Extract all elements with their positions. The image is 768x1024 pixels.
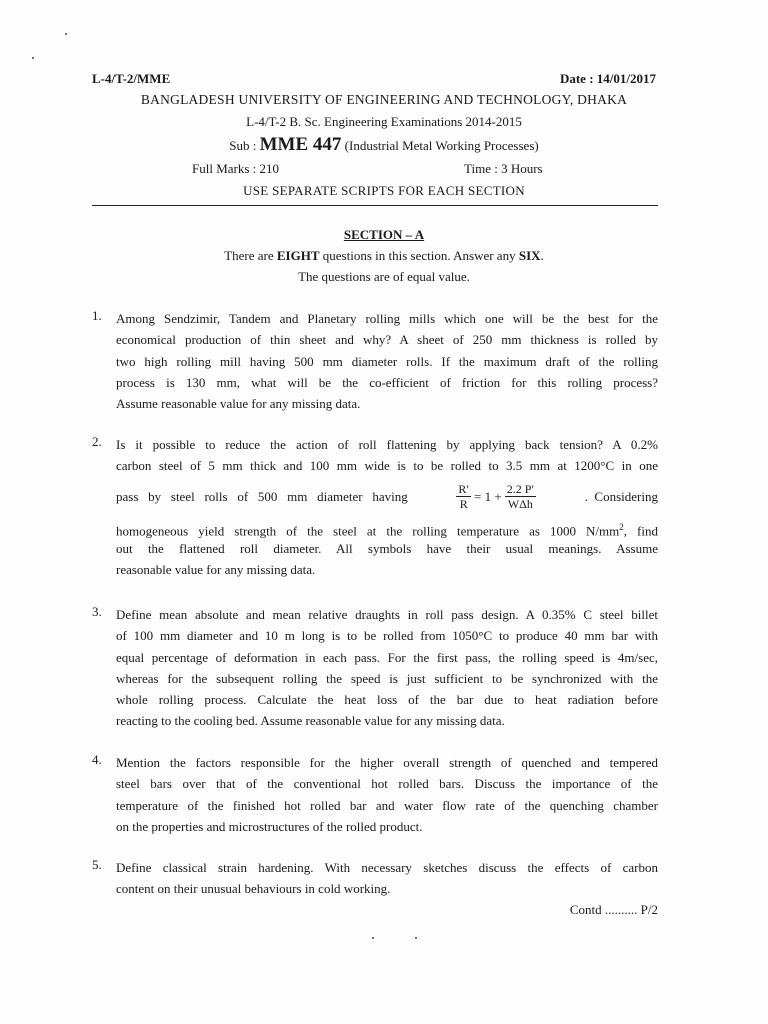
question-body (116, 857, 658, 900)
question-line: whereas for the subsequent rolling the speed is just sufficient to be synchronized with the (116, 670, 658, 686)
question-number: 5. (92, 857, 102, 872)
question-line: Define classical strain hardening. With necessary sketches discuss the effects of carbon (116, 860, 658, 875)
header-divider (92, 205, 658, 206)
instruction-answer-count: SIX (518, 248, 541, 263)
question-number: 1. (92, 308, 102, 323)
formula-line (116, 477, 658, 517)
question-line: Assume reasonable value for any missing data. (116, 396, 361, 412)
subject-name: (Industrial Metal Working Processes) (341, 138, 539, 153)
question-line: carbon steel of 5 mm thick and 100 mm wide is to be rolled to 3.5 mm at 1200°C in one (116, 458, 658, 474)
question-line: Among Sendzimir, Tandem and Planetary rolling mills which one will be the best for the (116, 311, 658, 326)
question-body (116, 434, 658, 580)
subject-line (0, 134, 768, 156)
fraction-numerator: R′ (458, 482, 470, 497)
question-line: on the properties and microstructures of the rolled product. (116, 818, 423, 834)
exam-time: Time : 3 Hours (464, 161, 543, 176)
question-line: content on their unusual behaviours in cold working. (116, 881, 391, 897)
question-line: process is 130 mm, what will be the co-efficient of friction for this rolling process? (116, 374, 658, 390)
fraction-denominator: WΔh (507, 497, 533, 512)
continued-note: Contd .......... P/2 (569, 902, 658, 917)
question-line: economical production of thin sheet and why? A sheet of 250 mm thickness is rolled by (116, 332, 658, 348)
fraction-r-ratio (456, 482, 471, 511)
subject-prefix: Sub : (229, 138, 260, 153)
separate-scripts-note: USE SEPARATE SCRIPTS FOR EACH SECTION (243, 183, 525, 198)
question-line: . Considering (584, 488, 658, 504)
question-line: steel bars over that of the conventional hot rolled bars. Discuss the importance of the (116, 776, 658, 792)
question-body (116, 752, 658, 837)
fraction-pressure-ratio (505, 482, 536, 511)
question-body (116, 308, 658, 414)
question-line: equal percentage of deformation in each pass. For the first pass, the rolling speed is 4m/sec, (116, 649, 658, 665)
scan-speck (65, 33, 67, 35)
subject-code: MME 447 (259, 134, 342, 155)
question-line: Mention the factors responsible for the higher overall strength of quenched and tempered (116, 755, 658, 770)
question-line: reasonable value for any missing data. (116, 562, 316, 578)
level-term-code: L-4/T-2/MME (92, 71, 171, 86)
question-number: 2. (92, 434, 102, 449)
question-line: Is it possible to reduce the action of roll flattening by applying back tension? A 0.2% (116, 437, 658, 452)
question-body (116, 604, 658, 732)
scan-speck (415, 937, 417, 939)
superscript: 2 (619, 521, 624, 532)
question-line: whole rolling process. Calculate the heat loss of the bar due to heat radiation before (116, 692, 658, 708)
instruction-text: questions in this section. Answer any (319, 248, 519, 263)
line-text: homogeneous yield strength of the steel at the rolling temperature as 1000 N/mm (116, 522, 620, 538)
question-line: pass by steel rolls of 500 mm diameter having (116, 488, 408, 504)
question-line: reacting to the cooling bed. Assume reasonable value for any missing data. (116, 713, 505, 729)
section-instruction-1 (0, 248, 768, 264)
exam-title: L-4/T-2 B. Sc. Engineering Examinations 2014-2015 (246, 114, 522, 129)
question-line (116, 517, 658, 538)
instruction-count: EIGHT (276, 248, 320, 263)
roll-flattening-formula (456, 482, 536, 511)
scan-speck (32, 57, 34, 59)
question-line: out the flattened roll diameter. All symbols have their usual meanings. Assume (116, 540, 658, 556)
university-name: BANGLADESH UNIVERSITY OF ENGINEERING AND TECHNOLOGY, DHAKA (140, 92, 628, 107)
fraction-denominator: R (459, 497, 468, 512)
section-instruction-2: The questions are of equal value. (298, 269, 470, 284)
scan-speck (372, 937, 374, 939)
question-line: two high rolling mill having 500 mm diameter rolls. If the maximum draft of the rolling (116, 353, 658, 369)
line-text: , find (623, 522, 658, 538)
formula-operator: = 1 + (474, 488, 502, 504)
fraction-numerator: 2.2 P′ (506, 482, 535, 497)
instruction-text: There are (224, 248, 277, 263)
question-line: temperature of the finished hot rolled bar and water flow rate of the quenching chamber (116, 797, 658, 813)
section-title: SECTION – A (343, 227, 425, 242)
exam-date: Date : 14/01/2017 (559, 71, 656, 86)
question-line: Define mean absolute and mean relative draughts in roll pass design. A 0.35% C steel billet (116, 607, 658, 622)
question-number: 3. (92, 604, 102, 619)
instruction-text: . (540, 248, 544, 263)
question-number: 4. (92, 752, 102, 767)
question-line: of 100 mm diameter and 10 m long is to be rolled from 1050°C to produce 40 mm bar with (116, 628, 658, 644)
full-marks: Full Marks : 210 (192, 161, 280, 176)
